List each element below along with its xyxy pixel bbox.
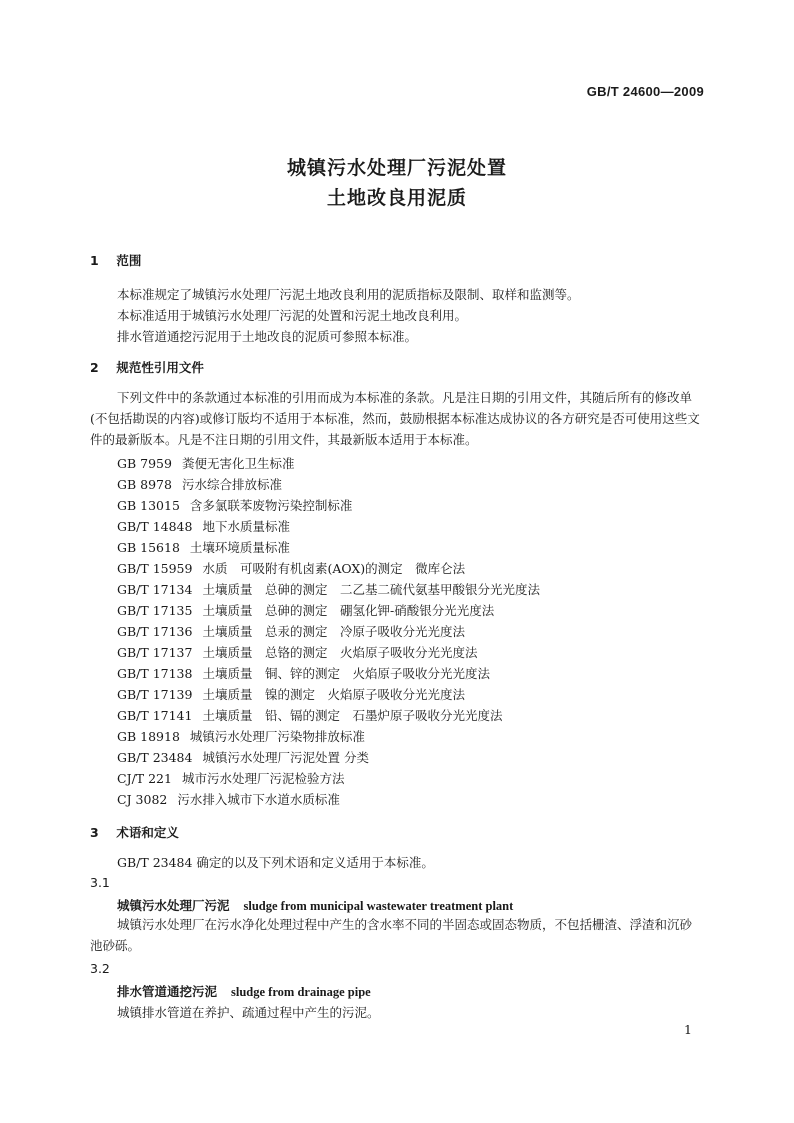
reference-title: 土壤质量 总铬的测定 火焰原子吸收分光光度法 [202,645,478,660]
reference-code: CJ/T 221 [117,771,172,786]
reference-code: GB/T 17134 [117,582,193,597]
reference-item [117,496,352,514]
reference-title: 污水综合排放标准 [181,477,282,492]
reference-title: 城镇污水处理厂污泥处置 分类 [202,750,369,765]
paragraph: 本标准适用于城镇污水处理厂污泥的处置和污泥土地改良利用。 [117,308,468,323]
reference-item [117,601,494,619]
reference-item [117,517,290,535]
reference-code: GB/T 15959 [117,561,193,576]
document-title-line1: 城镇污水处理厂污泥处置 [286,157,507,179]
page-number: 1 [684,1022,692,1037]
term-chinese: 排水管道通挖污泥 [117,984,218,999]
section-title: 范围 [116,253,142,268]
section-3-heading [90,823,179,841]
reference-item [117,748,369,766]
reference-code: GB 18918 [117,729,180,744]
reference-item [117,664,490,682]
reference-item [117,727,365,745]
reference-title: 水质 可吸附有机卤素(AOX)的测定 微库仑法 [202,561,466,576]
term-heading [117,896,513,914]
reference-title: 土壤质量 铜、锌的测定 火焰原子吸收分光光度法 [202,666,490,681]
reference-code: GB 13015 [117,498,180,513]
reference-code: GB 8978 [117,477,172,492]
reference-title: 污水排入城市下水道水质标准 [177,792,340,807]
term-english: sludge from municipal wastewater treatment plant [243,899,514,913]
reference-title: 城市污水处理厂污泥检验方法 [181,771,345,786]
reference-code: GB/T 14848 [117,519,193,534]
term-number: 3.2 [90,961,110,976]
reference-code: GB/T 17137 [117,645,193,660]
reference-code: GB/T 17135 [117,603,193,618]
section-2-heading [90,358,204,376]
reference-item [117,643,477,661]
reference-title: 土壤质量 铅、镉的测定 石墨炉原子吸收分光光度法 [202,708,503,723]
terms-intro: GB/T 23484 确定的以及下列术语和定义适用于本标准。 [117,855,434,870]
reference-code: GB/T 17136 [117,624,193,639]
reference-title: 土壤质量 总汞的测定 冷原子吸收分光光度法 [202,624,465,639]
reference-item [117,685,465,703]
reference-title: 土壤质量 总砷的测定 硼氢化钾-硝酸银分光光度法 [202,603,495,618]
reference-item [117,538,290,556]
reference-title: 土壤环境质量标准 [189,540,290,555]
term-number: 3.1 [90,875,110,890]
term-definition: 城镇污水处理厂在污水净化处理过程中产生的含水率不同的半固态或固态物质，不包括栅渣、浮渣和沉砂池砂砾。 [90,917,693,953]
reference-item [117,580,540,598]
paragraph: 排水管道通挖污泥用于土地改良的泥质可参照本标准。 [117,329,418,344]
reference-title: 含多氯联苯废物污染控制标准 [189,498,353,513]
section-title: 规范性引用文件 [116,360,204,375]
reference-code: GB 15618 [117,540,180,555]
term-chinese: 城镇污水处理厂污泥 [117,898,230,913]
reference-item [117,475,282,493]
reference-title: 粪便无害化卫生标准 [181,456,295,471]
reference-item [117,790,340,808]
paragraph: 本标准规定了城镇污水处理厂污泥土地改良利用的泥质指标及限制、取样和监测等。 [117,287,580,302]
reference-title: 地下水质量标准 [202,519,290,534]
section-number: 3 [90,825,99,840]
section-title: 术语和定义 [116,825,179,840]
reference-title: 城镇污水处理厂污染物排放标准 [189,729,365,744]
reference-code: GB/T 23484 [117,750,193,765]
term-heading [117,982,371,1000]
reference-item [117,454,294,472]
reference-item [117,769,344,787]
standard-code: GB/T 24600—2009 [586,84,704,99]
reference-title: 土壤质量 镍的测定 火焰原子吸收分光光度法 [202,687,465,702]
reference-code: GB/T 17141 [117,708,193,723]
reference-code: GB/T 17138 [117,666,193,681]
section-number: 1 [90,253,99,268]
reference-item [117,559,465,577]
references-intro-paragraph: 下列文件中的条款通过本标准的引用而成为本标准的条款。凡是注日期的引用文件，其随后所有的修改单(不包括勘误的内容)或修订版均不适用于本标准，然而，鼓励根据本标准达成协议的各方研究是否可使用这些文件的最新版本。凡是不注日期的引用文件，其最新版本适用于本标准。 [90,390,700,447]
reference-item [117,622,465,640]
reference-code: CJ 3082 [117,792,168,807]
reference-title: 土壤质量 总砷的测定 二乙基二硫代氨基甲酸银分光光度法 [202,582,540,597]
term-definition: 城镇排水管道在养护、疏通过程中产生的污泥。 [117,1005,380,1020]
term-english: sludge from drainage pipe [231,985,371,999]
reference-item [117,706,502,724]
section-number: 2 [90,360,99,375]
reference-code: GB 7959 [117,456,172,471]
document-title-line2: 土地改良用泥质 [326,187,467,209]
section-1-heading [90,251,141,269]
reference-code: GB/T 17139 [117,687,193,702]
